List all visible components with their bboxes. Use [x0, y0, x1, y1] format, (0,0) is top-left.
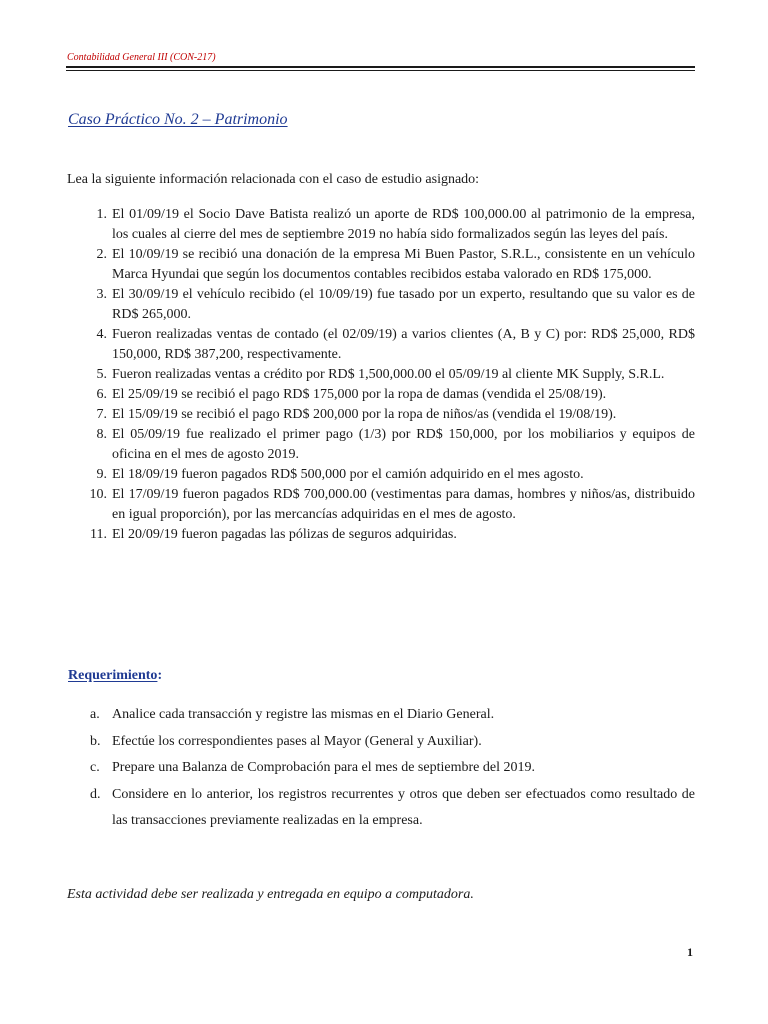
case-title: Caso Práctico No. 2 – Patrimonio — [68, 111, 288, 128]
transaction-number: 1. — [96, 207, 107, 222]
transaction-text: El 25/09/19 se recibió el pago RD$ 175,000 por la ropa de damas (vendida el 25/08/19). — [112, 387, 607, 402]
transaction-list — [67, 205, 695, 545]
requirement-heading — [68, 668, 162, 684]
requirement-item — [67, 702, 695, 729]
requirement-text: Efectúe los correspondientes pases al Mayor (General y Auxiliar). — [112, 733, 482, 749]
header-course-name: Contabilidad General III (CON-217) — [67, 52, 216, 63]
transaction-item — [67, 485, 695, 525]
header-divider-thin — [66, 70, 695, 71]
transaction-text: El 10/09/19 se recibió una donación de la empresa Mi Buen Pastor, S.R.L., consistente en un vehículo Marca Hyundai que según los documentos contables recibidos estaba valorado en RD$ 175,000. — [112, 247, 695, 282]
transaction-item — [67, 385, 695, 405]
transaction-number: 6. — [96, 387, 107, 402]
transaction-text: El 05/09/19 fue realizado el primer pago (1/3) por RD$ 150,000, por los mobiliarios y equipos de oficina en el mes de agosto 2019. — [112, 427, 695, 462]
requirement-item — [67, 729, 695, 756]
transaction-text: El 01/09/19 el Socio Dave Batista realizó un aporte de RD$ 100,000.00 al patrimonio de la empresa, los cuales al cierre del mes de septiembre 2019 no había sido formalizados según las leyes del país. — [112, 207, 695, 242]
transaction-item — [67, 325, 695, 365]
requirement-heading-label: Requerimiento — [68, 668, 158, 683]
transaction-text: El 18/09/19 fueron pagados RD$ 500,000 por el camión adquirido en el mes agosto. — [112, 467, 584, 482]
transaction-number: 11. — [90, 527, 107, 542]
transaction-text: El 30/09/19 el vehículo recibido (el 10/09/19) fue tasado por un experto, resultando que su valor es de RD$ 265,000. — [112, 287, 695, 322]
closing-note: Esta actividad debe ser realizada y entregada en equipo a computadora. — [67, 887, 474, 902]
transaction-number: 9. — [96, 467, 107, 482]
header-divider — [66, 66, 695, 68]
requirement-list — [67, 702, 695, 835]
transaction-item — [67, 425, 695, 465]
requirement-heading-colon: : — [157, 668, 163, 683]
requirement-letter: b. — [90, 733, 101, 749]
page-number: 1 — [687, 945, 693, 959]
requirement-letter: c. — [90, 760, 100, 775]
transaction-number: 10. — [89, 487, 107, 502]
requirement-letter: d. — [90, 786, 101, 802]
requirement-text: Considere en lo anterior, los registros recurrentes y otros que deben ser efectuados como resultado de las transacciones previamente realizadas en la empresa. — [112, 786, 695, 828]
transaction-text: El 17/09/19 fueron pagados RD$ 700,000.00 (vestimentas para damas, hombres y niños/as, distribuido en igual proporción), por las mercancías adquiridas en el mes de agosto. — [112, 487, 695, 522]
transaction-text: Fueron realizadas ventas de contado (el 02/09/19) a varios clientes (A, B y C) por: RD$ 25,000, RD$ 150,000, RD$ 387,200, respectivamente. — [112, 327, 695, 362]
requirement-letter: a. — [90, 707, 100, 722]
requirement-item — [67, 755, 695, 782]
transaction-number: 5. — [96, 367, 107, 382]
requirement-text: Analice cada transacción y registre las mismas en el Diario General. — [112, 707, 495, 722]
requirement-text: Prepare una Balanza de Comprobación para el mes de septiembre del 2019. — [112, 760, 535, 775]
transaction-text: El 20/09/19 fueron pagadas las pólizas de seguros adquiridas. — [112, 527, 457, 542]
requirement-item — [67, 782, 695, 835]
transaction-item — [67, 525, 695, 545]
intro-text: Lea la siguiente información relacionada con el caso de estudio asignado: — [67, 172, 480, 187]
transaction-number: 2. — [96, 247, 107, 262]
transaction-number: 3. — [96, 287, 107, 302]
transaction-item — [67, 245, 695, 285]
transaction-text: Fueron realizadas ventas a crédito por RD$ 1,500,000.00 el 05/09/19 al cliente MK Supply, S.R.L. — [112, 367, 665, 382]
transaction-item — [67, 205, 695, 245]
transaction-item — [67, 405, 695, 425]
transaction-number: 4. — [96, 327, 107, 342]
transaction-number: 8. — [96, 427, 107, 442]
transaction-number: 7. — [96, 407, 107, 422]
transaction-item — [67, 365, 695, 385]
transaction-item — [67, 285, 695, 325]
transaction-item — [67, 465, 695, 485]
transaction-text: El 15/09/19 se recibió el pago RD$ 200,000 por la ropa de niños/as (vendida el 19/08/19). — [112, 407, 617, 422]
